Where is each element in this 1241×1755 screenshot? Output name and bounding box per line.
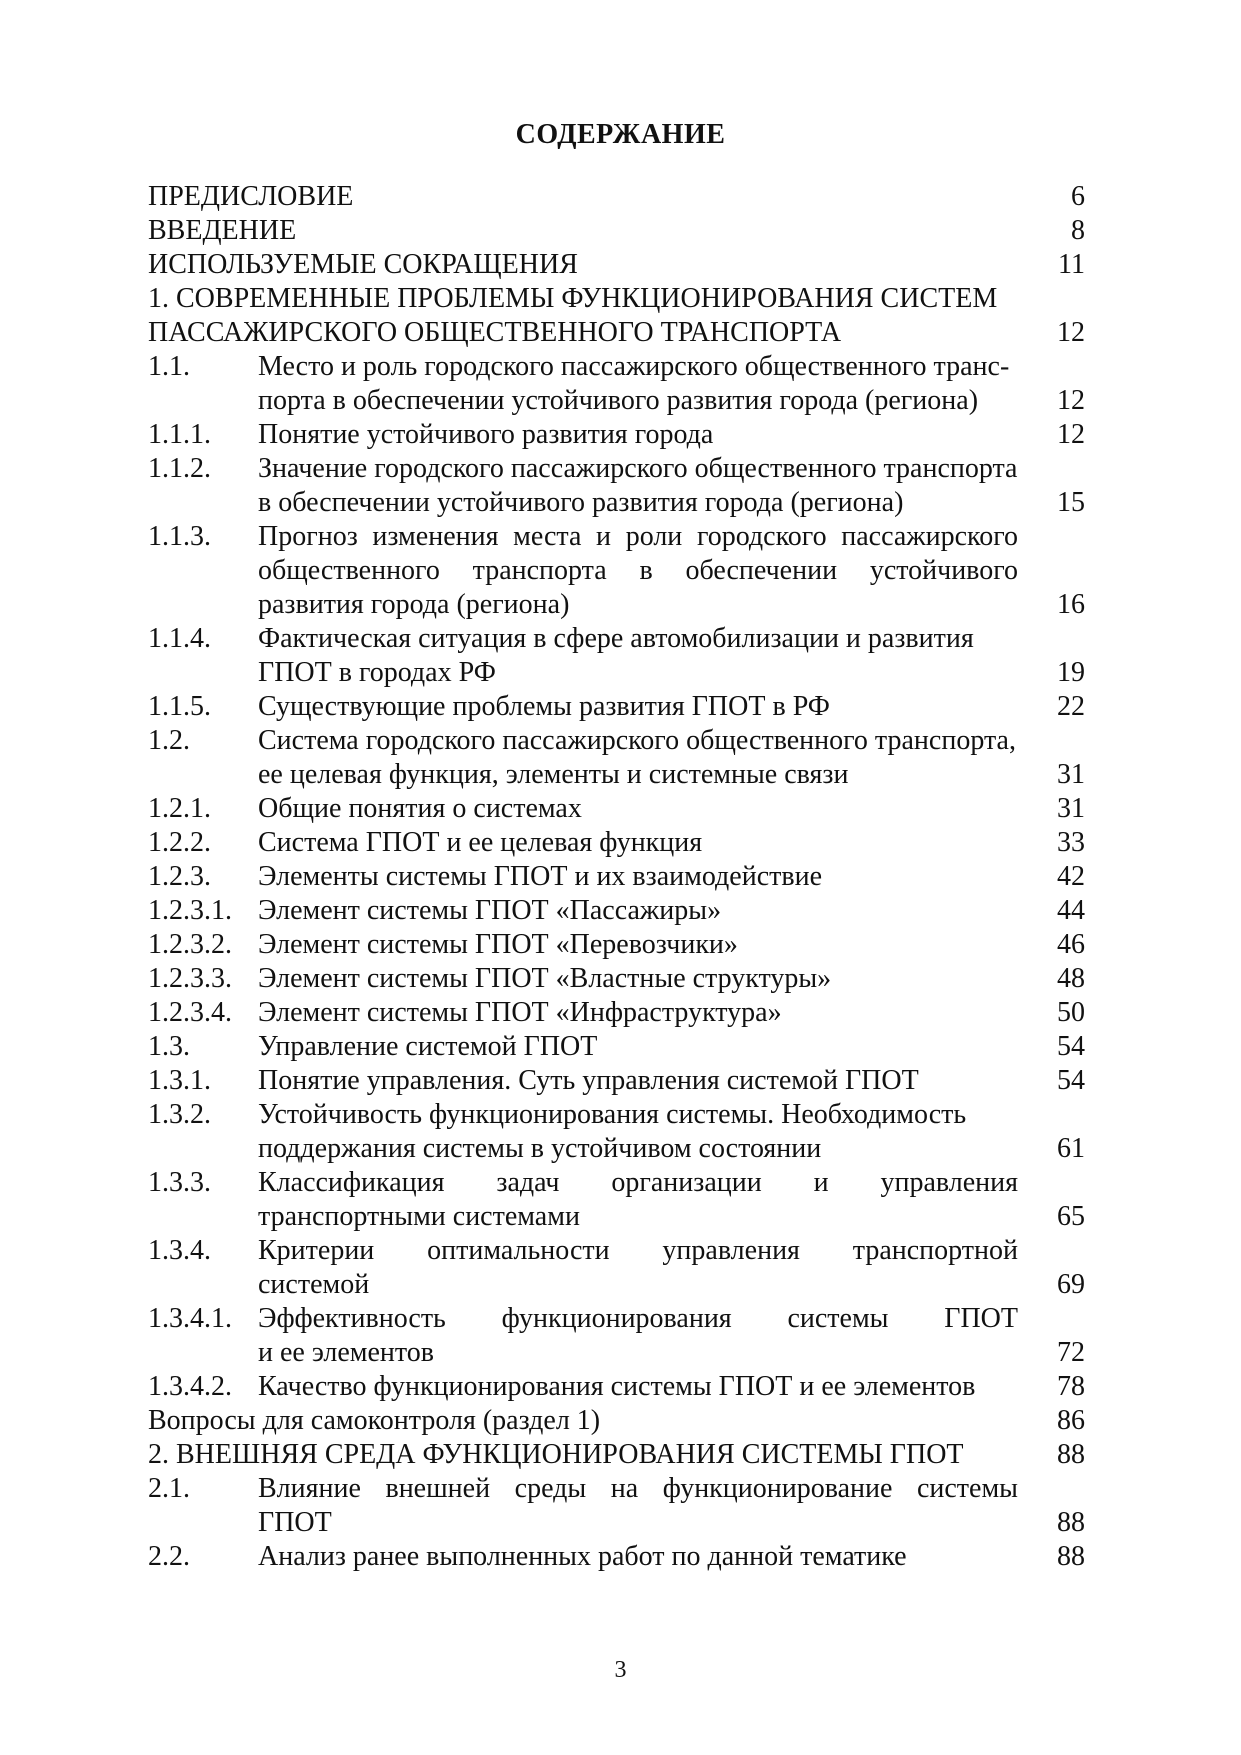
toc-entry-line: порта в обеспечении устойчивого развития города (региона)	[258, 385, 979, 416]
toc-entry-line: ГПОТ	[258, 1507, 332, 1538]
page-number: 3	[614, 1657, 627, 1683]
toc-entry-line: Элемент системы ГПОТ «Пассажиры»	[258, 895, 722, 926]
toc-entry-number: 1.1.3.	[148, 521, 211, 552]
page-title: СОДЕРЖАНИЕ	[515, 119, 726, 150]
toc-entry-title	[258, 520, 1018, 622]
toc-entry-page: 31	[1057, 759, 1085, 790]
toc-entry-line: Общие понятия о системах	[258, 793, 582, 824]
toc-entry-page: 44	[1057, 895, 1085, 926]
toc-entry	[148, 520, 1085, 622]
toc-entry-title	[258, 622, 1018, 690]
toc-entry	[148, 282, 1085, 350]
toc-entry-title	[148, 1438, 1018, 1472]
toc-entry	[148, 1302, 1085, 1370]
toc-entry-line: в обеспечении устойчивого развития города (региона)	[258, 487, 904, 518]
toc-entry-line: транспортными системами	[258, 1201, 580, 1232]
toc-entry-page: 54	[1057, 1065, 1085, 1096]
toc-entry-number: 1.3.1.	[148, 1065, 211, 1096]
toc-entry	[148, 1234, 1085, 1302]
toc-entry-page: 12	[1057, 385, 1085, 416]
toc-entry-line: 1. СОВРЕМЕННЫЕ ПРОБЛЕМЫ ФУНКЦИОНИРОВАНИЯ СИСТЕМ	[148, 283, 998, 314]
toc-entry	[148, 1370, 1085, 1404]
toc-entry-page: 86	[1057, 1405, 1085, 1436]
toc-entry-page: 16	[1057, 589, 1085, 620]
toc-entry-line: системой	[258, 1269, 370, 1300]
toc-entry-page: 8	[1071, 215, 1085, 246]
toc-entry-number: 1.1.4.	[148, 623, 211, 654]
toc-entry-line: Система ГПОТ и ее целевая функция	[258, 827, 703, 858]
toc-entry-title	[258, 894, 1018, 928]
toc-entry-number: 1.3.4.1.	[148, 1303, 232, 1334]
toc-entry-number: 1.2.2.	[148, 827, 211, 858]
toc-entry-line: Место и роль городского пассажирского общественного транс-	[258, 351, 1010, 382]
toc-entry-line: Элементы системы ГПОТ и их взаимодействие	[258, 861, 822, 892]
toc-entry-page: 6	[1071, 181, 1085, 212]
toc-entry-line: Вопросы для самоконтроля (раздел 1)	[148, 1405, 601, 1436]
toc-entry-title	[258, 860, 1018, 894]
toc-entry-line: Понятие устойчивого развития города	[258, 419, 714, 450]
toc-entry	[148, 1030, 1085, 1064]
toc-entry	[148, 248, 1085, 282]
toc-entry-title	[258, 928, 1018, 962]
toc-entry	[148, 622, 1085, 690]
toc-entry-number: 1.2.3.3.	[148, 963, 232, 994]
toc-entry-line: Элемент системы ГПОТ «Перевозчики»	[258, 929, 738, 960]
toc-entry-title	[258, 452, 1018, 520]
toc-entry-page: 33	[1057, 827, 1085, 858]
toc-entry	[148, 894, 1085, 928]
toc-entry-page: 46	[1057, 929, 1085, 960]
toc-entry-page: 42	[1057, 861, 1085, 892]
toc-entry-title	[258, 350, 1018, 418]
toc-entry-page: 22	[1057, 691, 1085, 722]
toc-entry	[148, 928, 1085, 962]
toc-entry-number: 1.2.3.	[148, 861, 211, 892]
toc-entry-number: 1.3.4.2.	[148, 1371, 232, 1402]
toc-entry	[148, 724, 1085, 792]
toc-entry-line: Устойчивость функционирования системы. Необходимость	[258, 1099, 967, 1130]
toc-entry-line: Критерии оптимальности управления транспортной	[258, 1235, 1018, 1266]
toc-entry-page: 88	[1057, 1507, 1085, 1538]
toc-entry-title	[258, 826, 1018, 860]
toc-entry-number: 1.3.4.	[148, 1235, 211, 1266]
toc-entry-line: 2. ВНЕШНЯЯ СРЕДА ФУНКЦИОНИРОВАНИЯ СИСТЕМЫ ГПОТ	[148, 1439, 964, 1470]
toc-entry-page: 12	[1057, 317, 1085, 348]
toc-entry-title	[258, 962, 1018, 996]
toc-entry-page: 15	[1057, 487, 1085, 518]
toc-entry-line: Влияние внешней среды на функционирование системы	[258, 1473, 1018, 1504]
toc-entry-page: 19	[1057, 657, 1085, 688]
toc-entry-page: 61	[1057, 1133, 1085, 1164]
toc-entry-title	[258, 1234, 1018, 1302]
toc-entry	[148, 1404, 1085, 1438]
toc-entry-line: ВВЕДЕНИЕ	[148, 215, 297, 246]
toc-entry-line: поддержания системы в устойчивом состоянии	[258, 1133, 822, 1164]
toc-entry-line: общественного транспорта в обеспечении устойчивого	[258, 555, 1018, 586]
toc-entry-line: Система городского пассажирского общественного транспорта,	[258, 725, 1016, 756]
toc-entry-line: Понятие управления. Суть управления системой ГПОТ	[258, 1065, 919, 1096]
toc-entry-title	[258, 1064, 1018, 1098]
toc-entry-line: ее целевая функция, элементы и системные связи	[258, 759, 849, 790]
toc-entry-title	[148, 282, 1018, 350]
toc-entry-number: 1.1.	[148, 351, 190, 382]
toc-entry-page: 88	[1057, 1439, 1085, 1470]
toc-entry-title	[258, 1030, 1018, 1064]
toc-entry-number: 1.2.	[148, 725, 190, 756]
toc-entry-page: 12	[1057, 419, 1085, 450]
toc-entry	[148, 1472, 1085, 1540]
toc-entry-title	[148, 180, 1018, 214]
toc-entry-page: 65	[1057, 1201, 1085, 1232]
toc-entry-number: 1.2.3.1.	[148, 895, 232, 926]
toc-entry-line: Прогноз изменения места и роли городского пассажирского	[258, 521, 1018, 552]
toc-entry	[148, 860, 1085, 894]
toc-entry-line: ПРЕДИСЛОВИЕ	[148, 181, 354, 212]
toc-entry-number: 1.2.1.	[148, 793, 211, 824]
toc-entry-line: Фактическая ситуация в сфере автомобилизации и развития	[258, 623, 974, 654]
toc-entry-page: 88	[1057, 1541, 1085, 1572]
toc-entry-number: 2.1.	[148, 1473, 190, 1504]
toc-entry-number: 1.2.3.4.	[148, 997, 232, 1028]
toc-entry-line: ИСПОЛЬЗУЕМЫЕ СОКРАЩЕНИЯ	[148, 249, 578, 280]
toc-entry-line: Классификация задач организации и управления	[258, 1167, 1018, 1198]
toc-entry-line: Элемент системы ГПОТ «Властные структуры»	[258, 963, 832, 994]
toc-entry	[148, 792, 1085, 826]
toc-entry-page: 72	[1057, 1337, 1085, 1368]
toc-entry-number: 1.2.3.2.	[148, 929, 232, 960]
toc-entry-number: 1.1.2.	[148, 453, 211, 484]
toc-entry	[148, 1166, 1085, 1234]
toc-entry	[148, 1438, 1085, 1472]
toc-entry-line: и ее элементов	[258, 1337, 434, 1368]
toc-entry-number: 1.3.3.	[148, 1167, 211, 1198]
toc-entry-line: ГПОТ в городах РФ	[258, 657, 496, 688]
toc-entry-title	[258, 1472, 1018, 1540]
toc-entry	[148, 1098, 1085, 1166]
toc-entry-page: 78	[1057, 1371, 1085, 1402]
toc-entry-page: 54	[1057, 1031, 1085, 1062]
toc-entry-page: 50	[1057, 997, 1085, 1028]
toc-entry-title	[148, 214, 1018, 248]
table-of-contents	[148, 180, 1085, 1574]
toc-entry-number: 2.2.	[148, 1541, 190, 1572]
toc-entry	[148, 180, 1085, 214]
toc-entry-line: Управление системой ГПОТ	[258, 1031, 598, 1062]
toc-entry	[148, 418, 1085, 452]
toc-entry-line: Качество функционирования системы ГПОТ и ее элементов	[258, 1371, 976, 1402]
toc-entry	[148, 350, 1085, 418]
toc-entry	[148, 1540, 1085, 1574]
toc-entry-page: 31	[1057, 793, 1085, 824]
toc-entry-line: Значение городского пассажирского общественного транспорта	[258, 453, 1018, 484]
toc-entry-line: Анализ ранее выполненных работ по данной тематике	[258, 1541, 907, 1572]
toc-entry-title	[258, 1540, 1018, 1574]
toc-entry-line: развития города (региона)	[258, 589, 570, 620]
toc-entry-title	[258, 690, 1018, 724]
toc-entry	[148, 826, 1085, 860]
toc-entry-title	[258, 418, 1018, 452]
toc-entry-number: 1.3.	[148, 1031, 190, 1062]
toc-entry-title	[148, 1404, 1018, 1438]
toc-entry-title	[258, 1166, 1018, 1234]
toc-entry-title	[148, 248, 1018, 282]
toc-entry-title	[258, 1370, 1018, 1404]
toc-entry-number: 1.1.5.	[148, 691, 211, 722]
toc-entry-page: 11	[1058, 249, 1085, 280]
toc-entry-page: 69	[1057, 1269, 1085, 1300]
toc-entry-title	[258, 792, 1018, 826]
toc-entry-number: 1.1.1.	[148, 419, 211, 450]
toc-entry-title	[258, 996, 1018, 1030]
toc-entry-line: Элемент системы ГПОТ «Инфраструктура»	[258, 997, 782, 1028]
toc-entry	[148, 996, 1085, 1030]
toc-entry-number: 1.3.2.	[148, 1099, 211, 1130]
toc-entry-title	[258, 1302, 1018, 1370]
toc-entry-line: ПАССАЖИРСКОГО ОБЩЕСТВЕННОГО ТРАНСПОРТА	[148, 317, 842, 348]
toc-entry-line: Эффективность функционирования системы ГПОТ	[258, 1303, 1018, 1334]
toc-entry-line: Существующие проблемы развития ГПОТ в РФ	[258, 691, 830, 722]
toc-entry	[148, 690, 1085, 724]
toc-entry	[148, 1064, 1085, 1098]
toc-entry	[148, 962, 1085, 996]
toc-entry	[148, 452, 1085, 520]
toc-entry	[148, 214, 1085, 248]
toc-entry-page: 48	[1057, 963, 1085, 994]
toc-entry-title	[258, 724, 1018, 792]
toc-entry-title	[258, 1098, 1018, 1166]
